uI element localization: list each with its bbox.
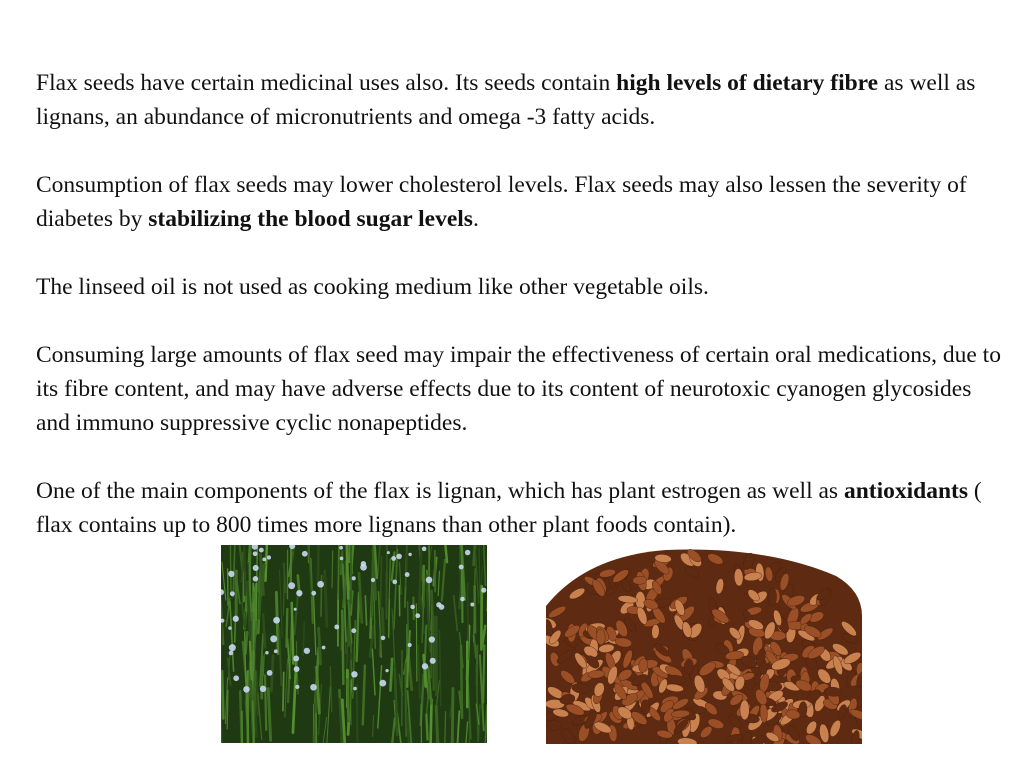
- text-run: ( flax contains up to 800 times more lignans than other plant foods contain).: [36, 478, 982, 538]
- paragraph-1: [36, 66, 1011, 134]
- text-run: .: [472, 206, 479, 232]
- paragraph-2: [36, 168, 1011, 236]
- flax-plants-photo: [221, 545, 487, 743]
- body-text: [36, 66, 1011, 542]
- emphasis-text: stabilizing the blood sugar levels: [148, 206, 473, 232]
- emphasis-text: high levels of dietary fibre: [616, 70, 879, 96]
- paragraph-5: [36, 474, 1011, 542]
- emphasis-text: antioxidants: [843, 478, 969, 504]
- flax-plants-image: [221, 545, 487, 743]
- flax-seeds-photo: [546, 546, 862, 744]
- text-run: One of the main components of the flax is lignan, which has plant estrogen as well as: [36, 478, 844, 504]
- paragraph-3: [36, 270, 1011, 304]
- text-run: The linseed oil is not used as cooking medium like other vegetable oils.: [36, 274, 709, 300]
- text-run: Consumption of flax seeds may lower cholesterol levels. Flax seeds may also lessen the severity of diabetes by: [36, 172, 967, 232]
- paragraph-4: [36, 338, 1011, 440]
- text-run: Flax seeds have certain medicinal uses also. Its seeds contain: [36, 70, 617, 96]
- text-run: as well as lignans, an abundance of micronutrients and omega -3 fatty acids.: [36, 70, 976, 130]
- text-run: Consuming large amounts of flax seed may impair the effectiveness of certain oral medications, due to its fibre content, and may have adverse effects due to its content of neurotoxic cyanogen glycosides and immuno suppressive cyclic nonapeptides.: [36, 342, 1001, 436]
- flax-seeds-image: [546, 546, 862, 744]
